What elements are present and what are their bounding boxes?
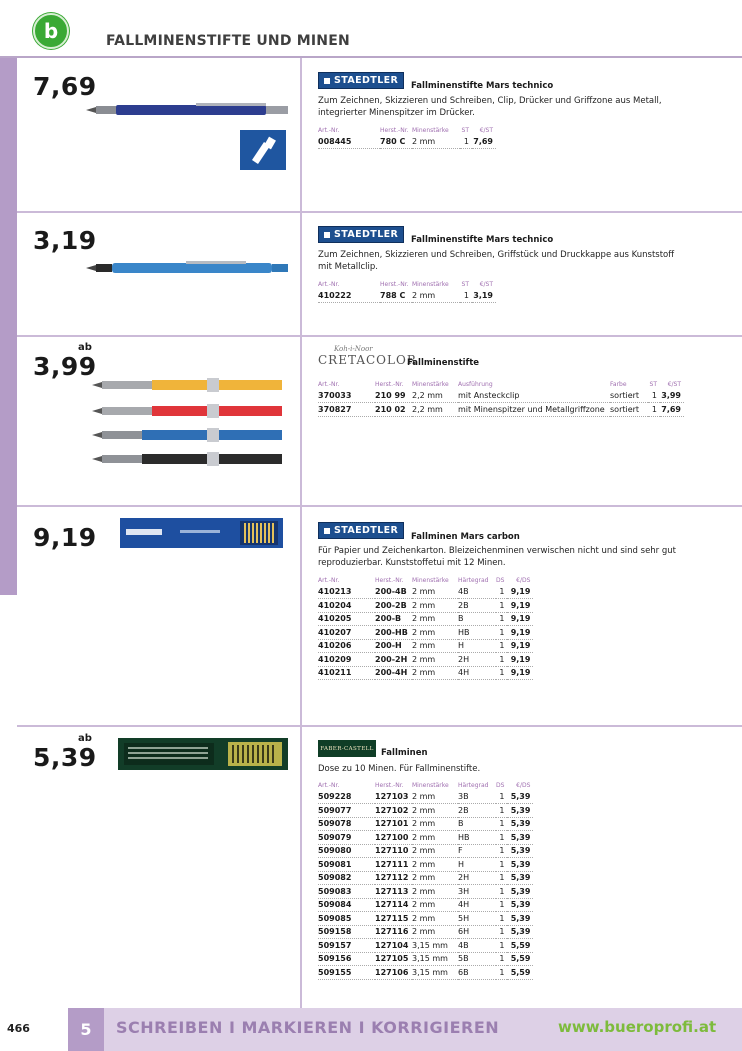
spec-table [318, 279, 496, 303]
brand-logo-staedtler: STAEDTLER [318, 72, 404, 89]
col-header: ST [649, 380, 657, 388]
website-link[interactable]: www.bueroprofi.at [558, 1018, 717, 1036]
col-header: Minenstärke [412, 781, 449, 789]
table-row: 509079 127100 2 mm HB 1 5,39 [318, 831, 533, 845]
col-header: Herst.-Nr. [380, 126, 409, 134]
col-header: Art.-Nr. [318, 576, 340, 584]
col-header: €/DS [516, 781, 531, 789]
product-title: Fallminenstifte Mars technico [411, 81, 554, 91]
product-title: Fallminenstifte [407, 358, 480, 368]
col-header: DS [496, 576, 505, 584]
product-description: Zum Zeichnen, Skizzieren und Schreiben, Clip, Drücker und Griffzone aus Metall, integrierter Minenspitzer im Drücker. [318, 96, 662, 118]
col-header: Herst.-Nr. [375, 380, 404, 388]
spec-table [318, 379, 684, 417]
price-label: 5,39 [33, 743, 97, 772]
table-row: 509080 127110 2 mm F 1 5,39 [318, 844, 533, 858]
table-row: 509157 127104 3,15 mm 4B 1 5,59 [318, 939, 533, 953]
price-label: 7,69 [33, 72, 97, 101]
col-header: €/DS [516, 576, 531, 584]
col-header: Herst.-Nr. [375, 576, 404, 584]
table-row: 509085 127115 2 mm 5H 1 5,39 [318, 912, 533, 926]
section-side-bar [0, 58, 17, 595]
col-header: Art.-Nr. [318, 380, 340, 388]
section-name: SCHREIBEN I MARKIEREN I KORRIGIEREN [116, 1018, 500, 1037]
table-row: 410207 200-HB 2 mm HB 1 9,19 [318, 626, 533, 640]
row-divider [17, 725, 742, 727]
brand-logo-cretacolor: Koh-i-Noor CRETACOLOR [318, 345, 417, 367]
lead-box-image [118, 738, 288, 770]
table-row: 509083 127113 2 mm 3H 1 5,39 [318, 885, 533, 899]
brand-logo: b [33, 13, 69, 49]
col-header: Art.-Nr. [318, 280, 340, 288]
sharpener-icon [240, 130, 286, 170]
row-divider [17, 211, 742, 213]
table-row: 410222 788 C 2 mm 1 3,19 [318, 289, 496, 303]
table-row: 509078 127101 2 mm B 1 5,39 [318, 817, 533, 831]
pencil-set-image [92, 376, 288, 466]
product-description: Zum Zeichnen, Skizzieren und Schreiben, Griffstück und Druckkappe aus Kunststoff mit Metallclip. [318, 250, 675, 272]
table-row: 509155 127106 3,15 mm 6B 1 5,59 [318, 966, 533, 980]
spec-table [318, 125, 496, 149]
lead-case-image [120, 518, 283, 548]
header-rule [0, 56, 742, 58]
chapter-number: 5 [68, 1008, 104, 1051]
table-row: 509158 127116 2 mm 6H 1 5,39 [318, 925, 533, 939]
column-divider [300, 58, 302, 1008]
col-header: Minenstärke [412, 576, 449, 584]
col-header: Härtegrad [458, 781, 489, 789]
price-prefix: ab [78, 733, 92, 744]
col-header: Herst.-Nr. [375, 781, 404, 789]
table-row: 008445 780 C 2 mm 1 7,69 [318, 135, 496, 149]
brand-logo-staedtler: STAEDTLER [318, 522, 404, 539]
product-title: Fallminenstifte Mars technico [411, 235, 554, 245]
col-header: €/ST [479, 126, 493, 134]
spec-table [318, 780, 533, 980]
price-label: 3,99 [33, 352, 97, 381]
product-title: Fallminen Mars carbon [411, 532, 520, 542]
product-title: Fallminen [381, 748, 428, 758]
col-header: Minenstärke [412, 280, 449, 288]
col-header: Minenstärke [412, 380, 449, 388]
price-prefix: ab [78, 342, 92, 353]
product-description: Dose zu 10 Minen. Für Fallminenstifte. [318, 764, 481, 774]
table-row: 410204 200-2B 2 mm 2B 1 9,19 [318, 599, 533, 613]
col-header: ST [461, 280, 469, 288]
table-row: 509084 127114 2 mm 4H 1 5,39 [318, 898, 533, 912]
col-header: Art.-Nr. [318, 781, 340, 789]
table-row: 410206 200-H 2 mm H 1 9,19 [318, 639, 533, 653]
row-divider [17, 505, 742, 507]
row-divider [17, 335, 742, 337]
col-header: €/ST [667, 380, 681, 388]
brand-logo-staedtler: STAEDTLER [318, 226, 404, 243]
table-row: 370033 210 99 2,2 mm mit Ansteckclip sortiert 1 3,99 [318, 389, 684, 403]
table-row: 509081 127111 2 mm H 1 5,39 [318, 858, 533, 872]
mechanical-pencil-image [86, 100, 296, 120]
table-row: 509082 127112 2 mm 2H 1 5,39 [318, 871, 533, 885]
page-number: 466 [7, 1022, 30, 1035]
table-row: 410213 200-4B 2 mm 4B 1 9,19 [318, 585, 533, 599]
col-header: DS [496, 781, 505, 789]
spec-table [318, 575, 533, 680]
brand-logo-faber-castell: FABER-CASTELL [318, 740, 376, 757]
table-row: 509228 127103 2 mm 3B 1 5,39 [318, 790, 533, 804]
table-row: 509077 127102 2 mm 2B 1 5,39 [318, 804, 533, 818]
product-description: Für Papier und Zeichenkarton. Bleizeichenminen verwischen nicht und sind sehr gut reproduzierbar. Kunststoffetui mit 12 Minen. [318, 546, 676, 568]
col-header: Art.-Nr. [318, 126, 340, 134]
table-row: 410205 200-B 2 mm B 1 9,19 [318, 612, 533, 626]
price-label: 9,19 [33, 523, 97, 552]
table-row: 370827 210 02 2,2 mm mit Minenspitzer und Metallgriffzone sortiert 1 7,69 [318, 403, 684, 417]
page-header [0, 0, 742, 58]
table-row: 410209 200-2H 2 mm 2H 1 9,19 [318, 653, 533, 667]
table-row: 410211 200-4H 2 mm 4H 1 9,19 [318, 666, 533, 680]
page-title: FALLMINENSTIFTE UND MINEN [106, 33, 350, 49]
col-header: ST [461, 126, 469, 134]
col-header: Ausführung [458, 380, 493, 388]
price-label: 3,19 [33, 226, 97, 255]
mechanical-pencil-image [86, 258, 296, 278]
col-header: Herst.-Nr. [380, 280, 409, 288]
col-header: €/ST [479, 280, 493, 288]
col-header: Minenstärke [412, 126, 449, 134]
col-header: Farbe [610, 380, 627, 388]
col-header: Härtegrad [458, 576, 489, 584]
table-row: 509156 127105 3,15 mm 5B 1 5,59 [318, 952, 533, 966]
